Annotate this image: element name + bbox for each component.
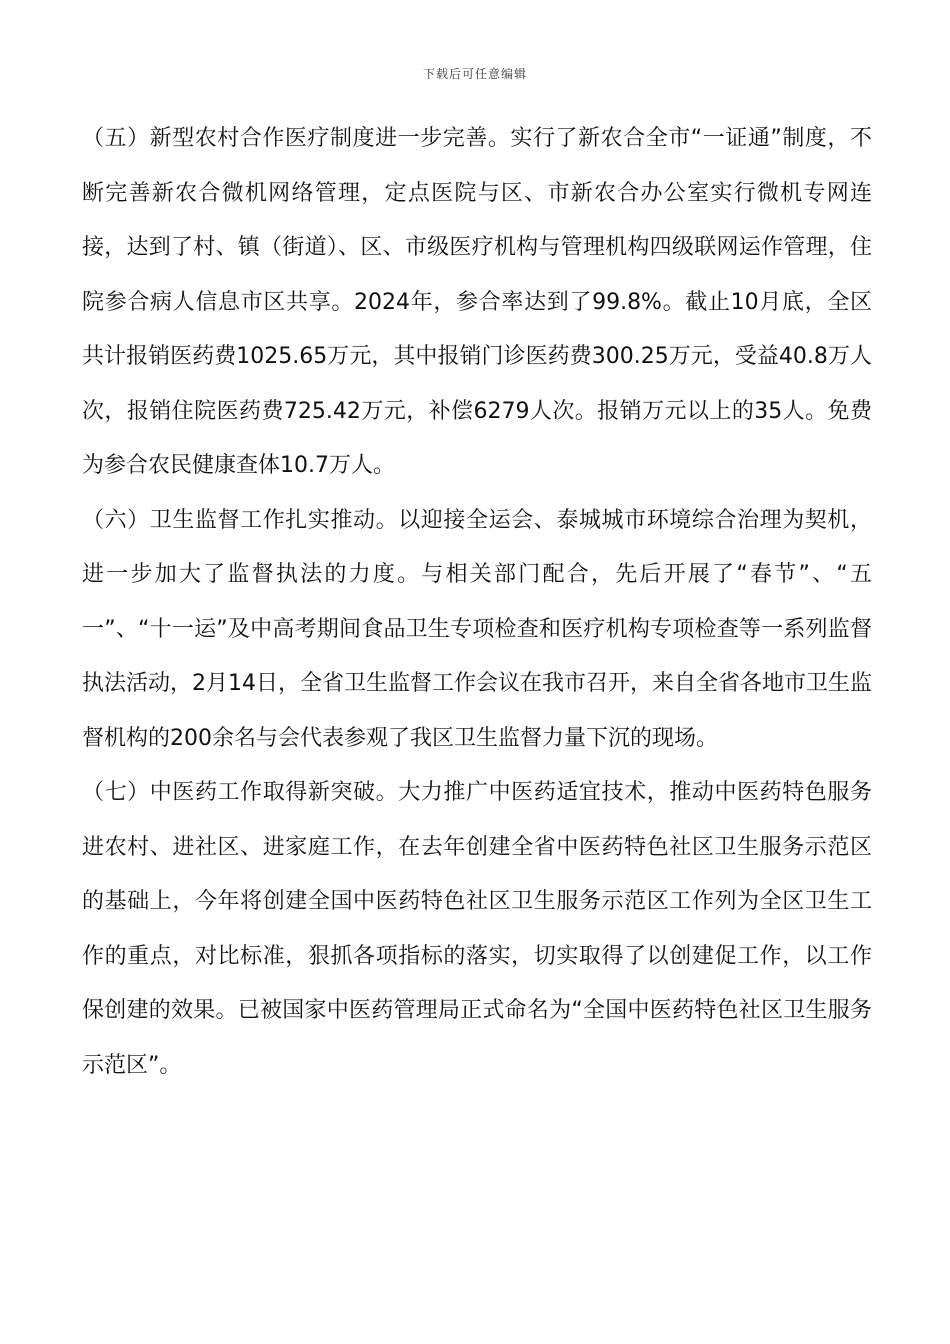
paragraph-six-health-supervision: （六）卫生监督工作扎实推动。以迎接全运会、泰城城市环境综合治理为契机，进一步加大了监督执法的力度。与相关部门配合，先后开展了“春节”、“五一”、“十一运”及中高考期间食品卫生专项检查和医疗机构专项检查等一系列监督执法活动，2月14日，全省卫生监督工作会议在我市召开，来自全省各地市卫生监督机构的200余名与会代表参观了我区卫生监督力量下沉的现场。: [82, 507, 872, 751]
paragraph-five-rural-cooperative-medical: （五）新型农村合作医疗制度进一步完善。实行了新农合全市“一证通”制度，不断完善新农合微机网络管理，定点医院与区、市新农合办公室实行微机专网连接，达到了村、镇（街道）、区、市级医疗机构与管理机构四级联网运作管理，住院参合病人信息市区共享。2024年，参合率达到了99.8%。截止10月底，全区共计报销医药费1025.65万元，其中报销门诊医药费300.25万元，受益40.8万人次，报销住院医药费725.42万元，补偿6279人次。报销万元以上的35人。免费为参合农民健康查体10.7万人。: [82, 126, 872, 478]
paragraph-seven-chinese-medicine: （七）中医药工作取得新突破。大力推广中医药适宜技术，推动中医药特色服务进农村、进社区、进家庭工作，在去年创建全省中医药特色社区卫生服务示范区的基础上，今年将创建全国中医药特色社区卫生服务示范区工作列为全区卫生工作的重点，对比标准，狠抓各项指标的落实，切实取得了以创建促工作，以工作保创建的效果。已被国家中医药管理局正式命名为“全国中医药特色社区卫生服务示范区”。: [82, 780, 872, 1078]
page-header: 下载后可任意编辑: [422, 67, 527, 81]
document-body: [82, 112, 872, 1093]
